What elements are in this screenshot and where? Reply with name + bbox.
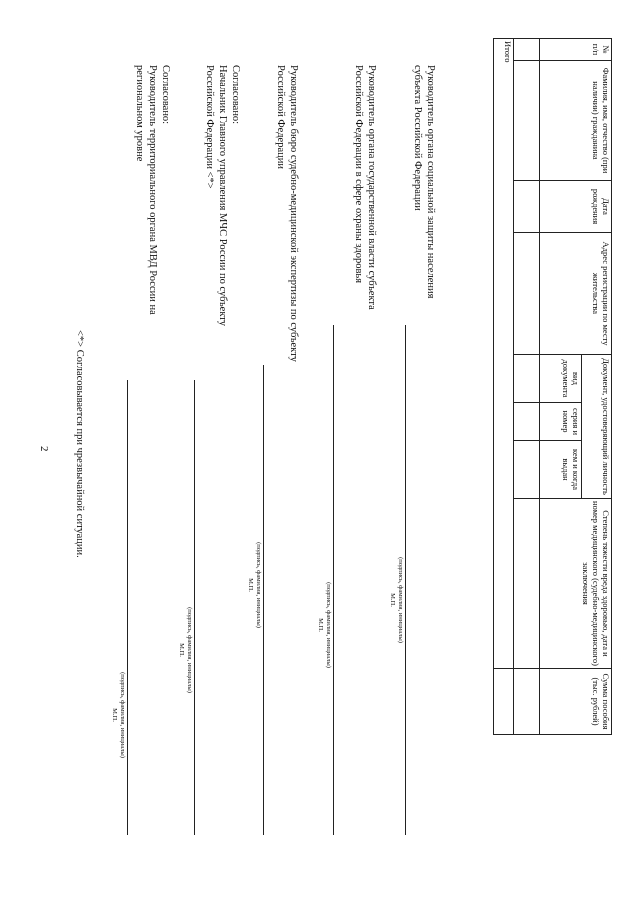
signature-caption: (подпись, фамилия, инициалы) М.П. — [389, 557, 404, 643]
signature-line — [405, 325, 406, 835]
header-birth: Дата рождения — [540, 181, 612, 233]
signature-caption: (подпись, фамилия, инициалы) М.П. — [247, 542, 262, 628]
total-row — [494, 39, 514, 735]
signature-caption: (подпись, фамилия, инициалы) М.П. — [111, 672, 126, 758]
header-fio: Фамилия, имя, отчество (при наличии) гражданина — [540, 61, 612, 181]
header-doc-type: вид документа — [540, 355, 582, 403]
header-doc-group: Документ, удостоверяющий личность — [582, 355, 612, 499]
header-address: Адрес регистрации по месту жительства — [540, 233, 612, 355]
signature-title: Руководитель органа социальной защиты населения субъекта Российской Федерации — [411, 65, 436, 299]
signature-title: Начальник Главного управления МЧС России по субъекту Российской Федерации <*> — [203, 65, 228, 326]
header-doc-issued: кем и когда выдан — [540, 441, 582, 499]
header-amount: Сумма пособия (тыс. рублей) — [540, 669, 612, 735]
signature-line — [263, 365, 264, 835]
page-number: 2 — [38, 446, 50, 452]
total-label: Итого — [494, 39, 514, 669]
signature-block-mvd: Согласовано: Руководитель территориального органа МВД России на региональном уровне — [133, 65, 172, 375]
header-doc-series: серия и номер — [540, 403, 582, 441]
signature-block-social — [411, 65, 437, 325]
recipients-table — [493, 38, 612, 735]
signature-title: Руководитель территориального органа МВД России на региональном уровне — [133, 65, 158, 315]
signature-block-health — [352, 65, 378, 325]
signature-block-forensic — [274, 65, 300, 365]
signature-title: Руководитель органа государственной власти субъекта Российской Федерации в сфере охраны здоровья — [352, 65, 377, 310]
signature-caption: (подпись, фамилия, инициалы) М.П. — [317, 582, 332, 668]
signature-caption: (подпись, фамилия, инициалы) М.П. — [178, 607, 193, 693]
signature-line — [127, 380, 128, 835]
signature-title: Руководитель бюро судебно-медицинской экспертизы по субъекту Российской Федерации — [274, 65, 299, 362]
signature-line — [194, 380, 195, 835]
footnote: <*> Согласовывается при чрезвычайной ситуации. — [74, 330, 85, 558]
header-num: № п/п — [540, 39, 612, 61]
table-row — [514, 39, 540, 735]
signature-line — [333, 325, 334, 835]
signature-block-mchs: Согласовано: Начальник Главного управления МЧС России по субъекту Российской Федерации <*> — [203, 65, 242, 375]
header-severity: Степень тяжести вреда здоровью, дата и номер медицинского (судебно-медицинского) заключения — [540, 499, 612, 669]
